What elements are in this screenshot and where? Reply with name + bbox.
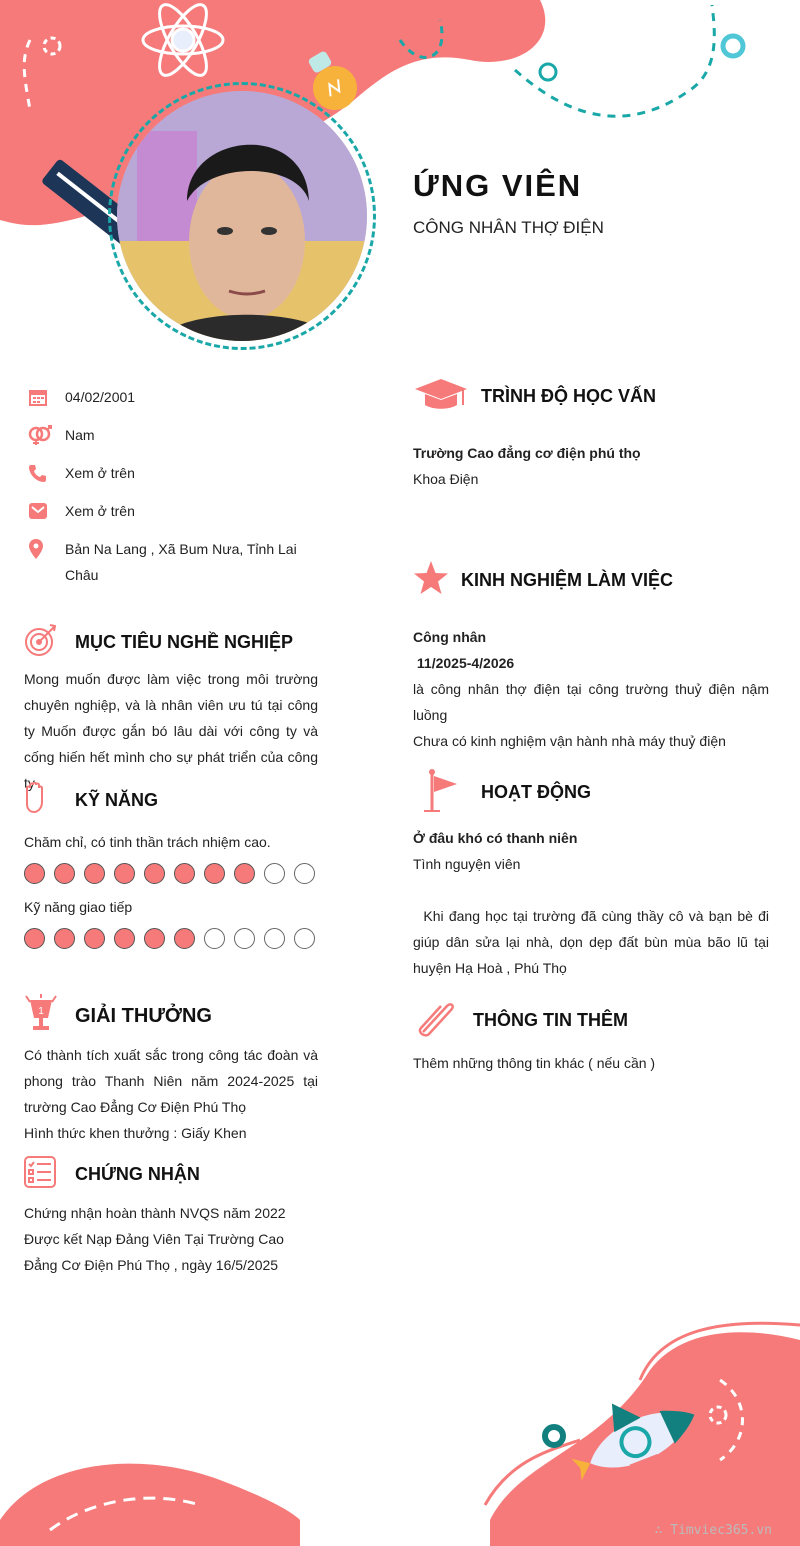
- experience-title: KINH NGHIỆM LÀM VIỆC: [461, 569, 674, 590]
- rating-dot-filled: [144, 928, 165, 949]
- contact-info: [28, 384, 328, 600]
- profile-photo-frame: [108, 82, 376, 350]
- location-pin-icon: [28, 536, 65, 562]
- education-section: [413, 376, 769, 492]
- bottom-decoration: [0, 1310, 800, 1546]
- awards-type: Hình thức khen thưởng : Giấy Khen: [24, 1125, 247, 1141]
- activity-org: Ở đâu khó có thanh niên: [413, 830, 578, 846]
- graduation-cap-icon: [413, 377, 481, 416]
- rating-dot-empty: [294, 863, 315, 884]
- rating-dot-filled: [84, 863, 105, 884]
- svg-text:1: 1: [38, 1005, 44, 1017]
- checklist-icon: [24, 1156, 75, 1193]
- rating-dot-filled: [54, 928, 75, 949]
- activity-role: Tình nguyện viên: [413, 856, 521, 872]
- rating-dot-filled: [24, 928, 45, 949]
- rating-dot-empty: [204, 928, 225, 949]
- objective-title: MỤC TIÊU NGHỀ NGHIỆP: [75, 631, 294, 652]
- email-icon: [28, 498, 65, 524]
- rating-dot-filled: [24, 863, 45, 884]
- awards-title: GIẢI THƯỞNG: [75, 1004, 212, 1027]
- rating-dot-filled: [84, 928, 105, 949]
- contact-phone: [28, 460, 328, 486]
- certificate-item: Được kết Nạp Đảng Viên Tại Trường Cao Đẳng Cơ Điện Phú Thọ , ngày 16/5/2025: [24, 1231, 284, 1273]
- hand-icon: [24, 782, 75, 819]
- avatar-portrait-icon: [117, 91, 367, 341]
- calendar-icon: [28, 384, 65, 410]
- objective-section: [24, 622, 318, 796]
- rating-dot-filled: [234, 863, 255, 884]
- paperclip-icon: [413, 998, 473, 1043]
- experience-desc: là công nhân thợ điện tại công trường thuỷ điện nậm luồng: [413, 681, 769, 723]
- certificates-section: [24, 1154, 318, 1278]
- activity-desc: Khi đang học tại trường đã cùng thầy cô và bạn bè đi giúp dân sửa lại nhà, dọn dẹp đất bùn mùa bão lũ tại huyện Hạ Hoà , Phú Thọ: [413, 908, 773, 976]
- star-icon: [413, 560, 461, 601]
- rating-dot-empty: [234, 928, 255, 949]
- education-title: TRÌNH ĐỘ HỌC VẤN: [481, 385, 656, 406]
- activities-title: HOẠT ĐỘNG: [481, 781, 591, 802]
- address-text: Bản Na Lang , Xã Bum Nưa, Tỉnh Lai Châu: [65, 541, 297, 583]
- experience-section: [413, 560, 769, 754]
- gender-text: Nam: [65, 427, 95, 443]
- rating-dot-filled: [174, 863, 195, 884]
- trophy-icon: [24, 994, 75, 1039]
- rating-dot-empty: [294, 928, 315, 949]
- flag-icon: [413, 768, 481, 817]
- skill-name: Kỹ năng giao tiếp: [24, 899, 133, 915]
- extra-text: Thêm những thông tin khác ( nếu cần ): [413, 1055, 656, 1071]
- skill-name: Chăm chỉ, có tinh thần trách nhiệm cao.: [24, 834, 271, 850]
- extra-section: [413, 1000, 769, 1076]
- phone-icon: [28, 460, 65, 486]
- candidate-position: CÔNG NHÂN THỢ ĐIỆN: [413, 218, 604, 237]
- phone-text: Xem ở trên: [65, 465, 135, 481]
- contact-address: [28, 536, 328, 588]
- birthday-text: 04/02/2001: [65, 389, 136, 405]
- skill-rating: [24, 928, 318, 949]
- rating-dot-empty: [264, 928, 285, 949]
- gender-icon: [28, 422, 65, 448]
- extra-title: THÔNG TIN THÊM: [473, 1009, 628, 1030]
- rating-dot-filled: [114, 863, 135, 884]
- rating-dot-filled: [204, 863, 225, 884]
- email-text: Xem ở trên: [65, 503, 135, 519]
- rating-dot-filled: [174, 928, 195, 949]
- skill-rating: [24, 863, 318, 884]
- contact-birthday: [28, 384, 328, 410]
- contact-gender: [28, 422, 328, 448]
- footer-brand: ∴ Timviec365.vn: [654, 1523, 772, 1538]
- activities-section: [413, 770, 773, 981]
- avatar: [117, 91, 367, 341]
- rating-dot-filled: [144, 863, 165, 884]
- awards-text: Có thành tích xuất sắc trong công tác đoàn và phong trào Thanh Niên năm 2024-2025 tại trường Cao Đẳng Cơ Điện Phú Thọ: [24, 1047, 318, 1115]
- education-major: Khoa Điện: [413, 471, 479, 487]
- target-icon: [24, 623, 75, 662]
- education-school: Trường Cao đẳng cơ điện phú thọ: [413, 445, 641, 461]
- rating-dot-filled: [54, 863, 75, 884]
- experience-role: Công nhân: [413, 629, 487, 645]
- contact-email: [28, 498, 328, 524]
- objective-text: Mong muốn được làm việc trong môi trường chuyên nghiệp, và là nhân viên ưu tú tại công ty Muốn được gắn bó lâu dài với công ty và cống hiến hết mình cho sự phát triển của công ty: [24, 671, 318, 791]
- skills-title: KỸ NĂNG: [75, 789, 159, 810]
- experience-desc: Chưa có kinh nghiệm vận hành nhà máy thuỷ điện: [413, 733, 726, 749]
- rating-dot-filled: [114, 928, 135, 949]
- skills-section: [24, 780, 318, 959]
- experience-period: 11/2025-4/2026: [413, 655, 515, 671]
- candidate-name: ỨNG VIÊN: [413, 168, 583, 203]
- certificate-item: Chứng nhận hoàn thành NVQS năm 2022: [24, 1205, 286, 1221]
- rating-dot-empty: [264, 863, 285, 884]
- certificates-title: CHỨNG NHẬN: [75, 1163, 200, 1184]
- awards-section: [24, 992, 318, 1146]
